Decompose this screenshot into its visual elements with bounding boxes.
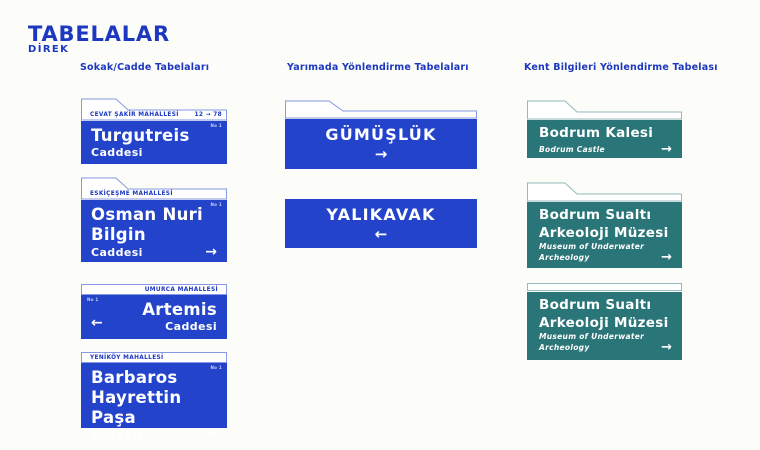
info-sign-bodrum-sualti-muzesi-1 <box>527 182 682 268</box>
district-label: YENİKÖY MAHALLESİ <box>90 354 164 361</box>
right-arrow-icon: → <box>661 249 672 265</box>
header-band <box>527 283 682 291</box>
street-name: Osman Nuri Bilgin <box>91 205 204 245</box>
direction-sign-gumusluk <box>285 100 477 169</box>
plate-number-mark: No 1 <box>210 365 222 370</box>
sign-body <box>81 363 227 444</box>
street-sign-artemis <box>81 284 227 339</box>
plate-number-mark: No 1 <box>210 202 222 207</box>
street-type-label: Caddesi <box>91 146 143 160</box>
header-band <box>81 352 227 363</box>
direction-sign-yalikavak <box>285 199 477 248</box>
plate-number-mark: No 1 <box>210 123 222 128</box>
street-name: Turgutreis <box>91 126 190 145</box>
column-heading-street-signs: Sokak/Cadde Tabelaları <box>80 62 210 73</box>
right-arrow-icon: → <box>205 427 217 444</box>
right-arrow-icon: → <box>661 340 672 355</box>
column-heading-peninsula-signs: Yarımada Yönlendirme Tabelaları <box>287 62 469 73</box>
district-label: CEVAT ŞAKİR MAHALLESİ <box>90 112 179 118</box>
right-arrow-icon: → <box>374 145 388 163</box>
header-band <box>81 284 227 295</box>
page-subtitle: DİREK <box>28 44 70 55</box>
bracket-notch-shape <box>527 182 682 202</box>
district-label: UMURCA MAHALLESİ <box>144 286 218 293</box>
street-name: Barbaros Hayrettin Paşa <box>91 368 182 428</box>
place-name: YALIKAVAK <box>326 204 436 224</box>
street-type-label: Caddesi <box>91 246 143 260</box>
place-name: Bodrum Kalesi <box>539 125 654 141</box>
left-arrow-icon: ← <box>374 224 388 243</box>
sign-body <box>527 202 682 268</box>
bracket-notch-shape <box>285 100 477 119</box>
column-heading-city-info-signs: Kent Bilgileri Yönlendirme Tabelası <box>524 62 718 73</box>
place-name: GÜMÜŞLÜK <box>325 125 437 144</box>
sign-body <box>527 292 682 360</box>
number-range-label: 12 → 78 <box>194 112 222 118</box>
street-type-label: Caddesi <box>91 429 143 443</box>
plate-number-mark: No 1 <box>87 297 99 302</box>
street-type-label: Caddesi <box>165 320 217 334</box>
sign-body <box>527 120 682 158</box>
sign-body <box>285 199 477 248</box>
street-sign-osman-nuri-bilgin <box>81 177 227 262</box>
place-name: Bodrum Sualtı Arkeoloji Müzesi <box>539 207 669 241</box>
header-band <box>90 189 222 199</box>
street-sign-barbaros-hayrettin-pasa <box>81 352 227 444</box>
street-sign-turgutreis <box>81 98 227 164</box>
street-name: Artemis <box>142 300 217 319</box>
sign-body <box>81 121 227 164</box>
info-sign-bodrum-sualti-muzesi-2 <box>527 283 682 360</box>
header-band <box>90 110 222 120</box>
right-arrow-icon: → <box>205 244 217 261</box>
sign-body <box>81 200 227 262</box>
place-name-english: Bodrum Castle <box>539 144 605 154</box>
place-name-english: Museum of Underwater Archeology <box>539 332 645 353</box>
bracket-notch-shape <box>527 100 682 120</box>
sign-body <box>285 119 477 169</box>
place-name-english: Museum of Underwater Archeology <box>539 242 645 262</box>
district-label: ESKİÇEŞME MAHALLESİ <box>90 191 173 197</box>
left-arrow-icon: ← <box>91 315 103 331</box>
place-name: Bodrum Sualtı Arkeoloji Müzesi <box>539 297 669 331</box>
info-sign-bodrum-kalesi <box>527 100 682 158</box>
sign-body <box>81 295 227 339</box>
right-arrow-icon: → <box>661 141 672 157</box>
page-title: TABELALAR <box>28 22 170 46</box>
